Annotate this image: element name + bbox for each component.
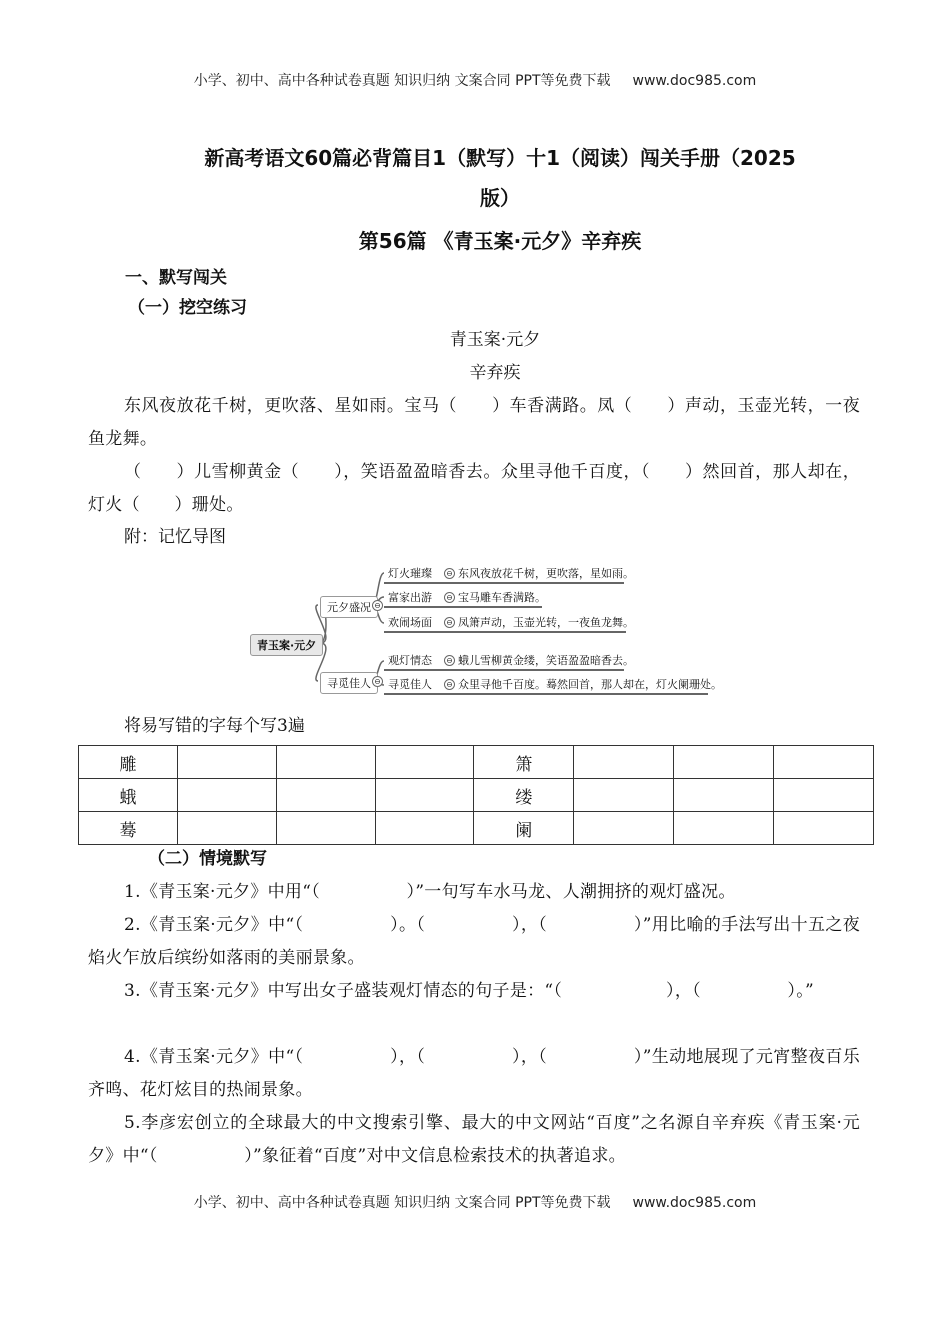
practice-blank[interactable] (177, 746, 276, 779)
practice-char: 蓦 (79, 812, 178, 845)
collapse-icon: ⊖ (372, 600, 383, 611)
practice-char: 箫 (474, 746, 574, 779)
mindmap-leaf: 凤箫声动，玉壶光转，一夜鱼龙舞。 (458, 616, 634, 629)
practice-blank[interactable] (177, 812, 276, 845)
mindmap-root: 青玉案·元夕 (250, 634, 323, 656)
practice-blank[interactable] (574, 779, 674, 812)
mindmap-leaf: 东风夜放花千树，更吹落，星如雨。 (458, 567, 634, 580)
collapse-icon: ⊖ (444, 592, 455, 603)
section-heading-1: 一、默写闯关 (125, 268, 227, 288)
mindmap-tag: 观灯情态 (388, 654, 432, 667)
header-url[interactable]: www.doc985.com (632, 73, 757, 89)
poem-para-2: （ ）儿雪柳黄金（ ），笑语盈盈暗香去。众里寻他千百度，（ ）然回首，那人却在，灯火（ ）珊处。 (88, 462, 860, 515)
article-subtitle: 第56篇 《青玉案·元夕》辛弃疾 (358, 229, 642, 253)
mindmap-branch-2: 寻觅佳人 (320, 672, 378, 694)
footer-url[interactable]: www.doc985.com (632, 1195, 757, 1211)
mindmap-tag: 寻觅佳人 (388, 678, 432, 691)
collapse-icon: ⊖ (444, 568, 455, 579)
poem-author: 辛弃疾 (469, 363, 521, 383)
header-text: 小学、初中、高中各种试卷真题 知识归纳 文案合同 PPT等免费下载 (193, 73, 611, 89)
practice-blank[interactable] (574, 812, 674, 845)
appendix-label: 附：记忆导图 (124, 527, 226, 547)
mindmap-branch-1: 元夕盛况 (320, 596, 378, 618)
question-2: 2.《青玉案·元夕》中“（ ）。（ ），（ ）”用比喻的手法写出十五之夜焰火乍放后缤纷如落雨的美丽景象。 (88, 915, 860, 968)
document-title (140, 138, 860, 218)
practice-instruction: 将易写错的字每个写3遍 (124, 716, 305, 736)
practice-char: 蛾 (79, 779, 178, 812)
table-row (79, 746, 874, 779)
mindmap-tag: 灯火璀璨 (388, 567, 432, 580)
mindmap-underline (384, 606, 542, 608)
mindmap-underline (384, 693, 708, 695)
question-5: 5.李彦宏创立的全球最大的中文搜索引擎、最大的中文网站“百度”之名源自辛弃疾《青玉案·元夕》中“（ ）”象征着“百度”对中文信息检索技术的执著追求。 (88, 1113, 860, 1166)
practice-blank[interactable] (574, 746, 674, 779)
mindmap-underline (384, 669, 624, 671)
mindmap-leaf: 蛾儿雪柳黄金缕，笑语盈盈暗香去。 (458, 654, 634, 667)
collapse-icon: ⊖ (444, 655, 455, 666)
practice-char: 雕 (79, 746, 178, 779)
title-line-2: 版） (480, 186, 520, 210)
practice-blank[interactable] (674, 812, 774, 845)
subsection-heading-cloze: （一）挖空练习 (128, 298, 247, 318)
collapse-icon: ⊖ (372, 676, 383, 687)
mindmap-underline (384, 631, 626, 633)
footer-text: 小学、初中、高中各种试卷真题 知识归纳 文案合同 PPT等免费下载 (193, 1195, 611, 1211)
practice-char: 缕 (474, 779, 574, 812)
practice-blank[interactable] (674, 779, 774, 812)
mindmap-tag: 欢闹场面 (388, 616, 432, 629)
page-header (0, 70, 950, 90)
poem-para-1: 东风夜放花千树，更吹落、星如雨。宝马（ ）车香满路。凤（ ）声动，玉壶光转，一夜鱼龙舞。 (88, 396, 860, 449)
mindmap-leaf: 众里寻他千百度。蓦然回首，那人却在，灯火阑珊处。 (458, 678, 722, 691)
practice-blank[interactable] (774, 746, 874, 779)
title-line-1: 新高考语文60篇必背篇目1（默写）十1（阅读）闯关手册（2025 (204, 146, 796, 170)
practice-blank[interactable] (774, 779, 874, 812)
question-3: 3.《青玉案·元夕》中写出女子盛装观灯情态的句子是：“（ ），（ ）。” (124, 981, 815, 1001)
poem-title: 青玉案·元夕 (449, 330, 541, 350)
table-row (79, 812, 874, 845)
practice-char: 阑 (474, 812, 574, 845)
page-footer (0, 1192, 950, 1212)
subsection-heading-context: （二）情境默写 (148, 849, 267, 869)
practice-blank[interactable] (276, 779, 375, 812)
question-4: 4.《青玉案·元夕》中“（ ），（ ），（ ）”生动地展现了元宵整夜百乐齐鸣、花灯炫目的热闹景象。 (88, 1047, 860, 1100)
practice-blank[interactable] (375, 812, 474, 845)
mind-map (248, 555, 722, 695)
practice-table (78, 745, 874, 845)
practice-blank[interactable] (375, 779, 474, 812)
practice-blank[interactable] (177, 779, 276, 812)
collapse-icon: ⊖ (444, 617, 455, 628)
practice-blank[interactable] (276, 746, 375, 779)
mindmap-leaf: 宝马雕车香满路。 (458, 591, 546, 604)
question-1: 1.《青玉案·元夕》中用“（ ）”一句写车水马龙、人潮拥挤的观灯盛况。 (124, 882, 736, 902)
collapse-icon: ⊖ (444, 679, 455, 690)
mindmap-tag: 富家出游 (388, 591, 432, 604)
table-row (79, 779, 874, 812)
practice-blank[interactable] (375, 746, 474, 779)
practice-blank[interactable] (674, 746, 774, 779)
practice-blank[interactable] (774, 812, 874, 845)
mindmap-underline (384, 582, 624, 584)
practice-blank[interactable] (276, 812, 375, 845)
